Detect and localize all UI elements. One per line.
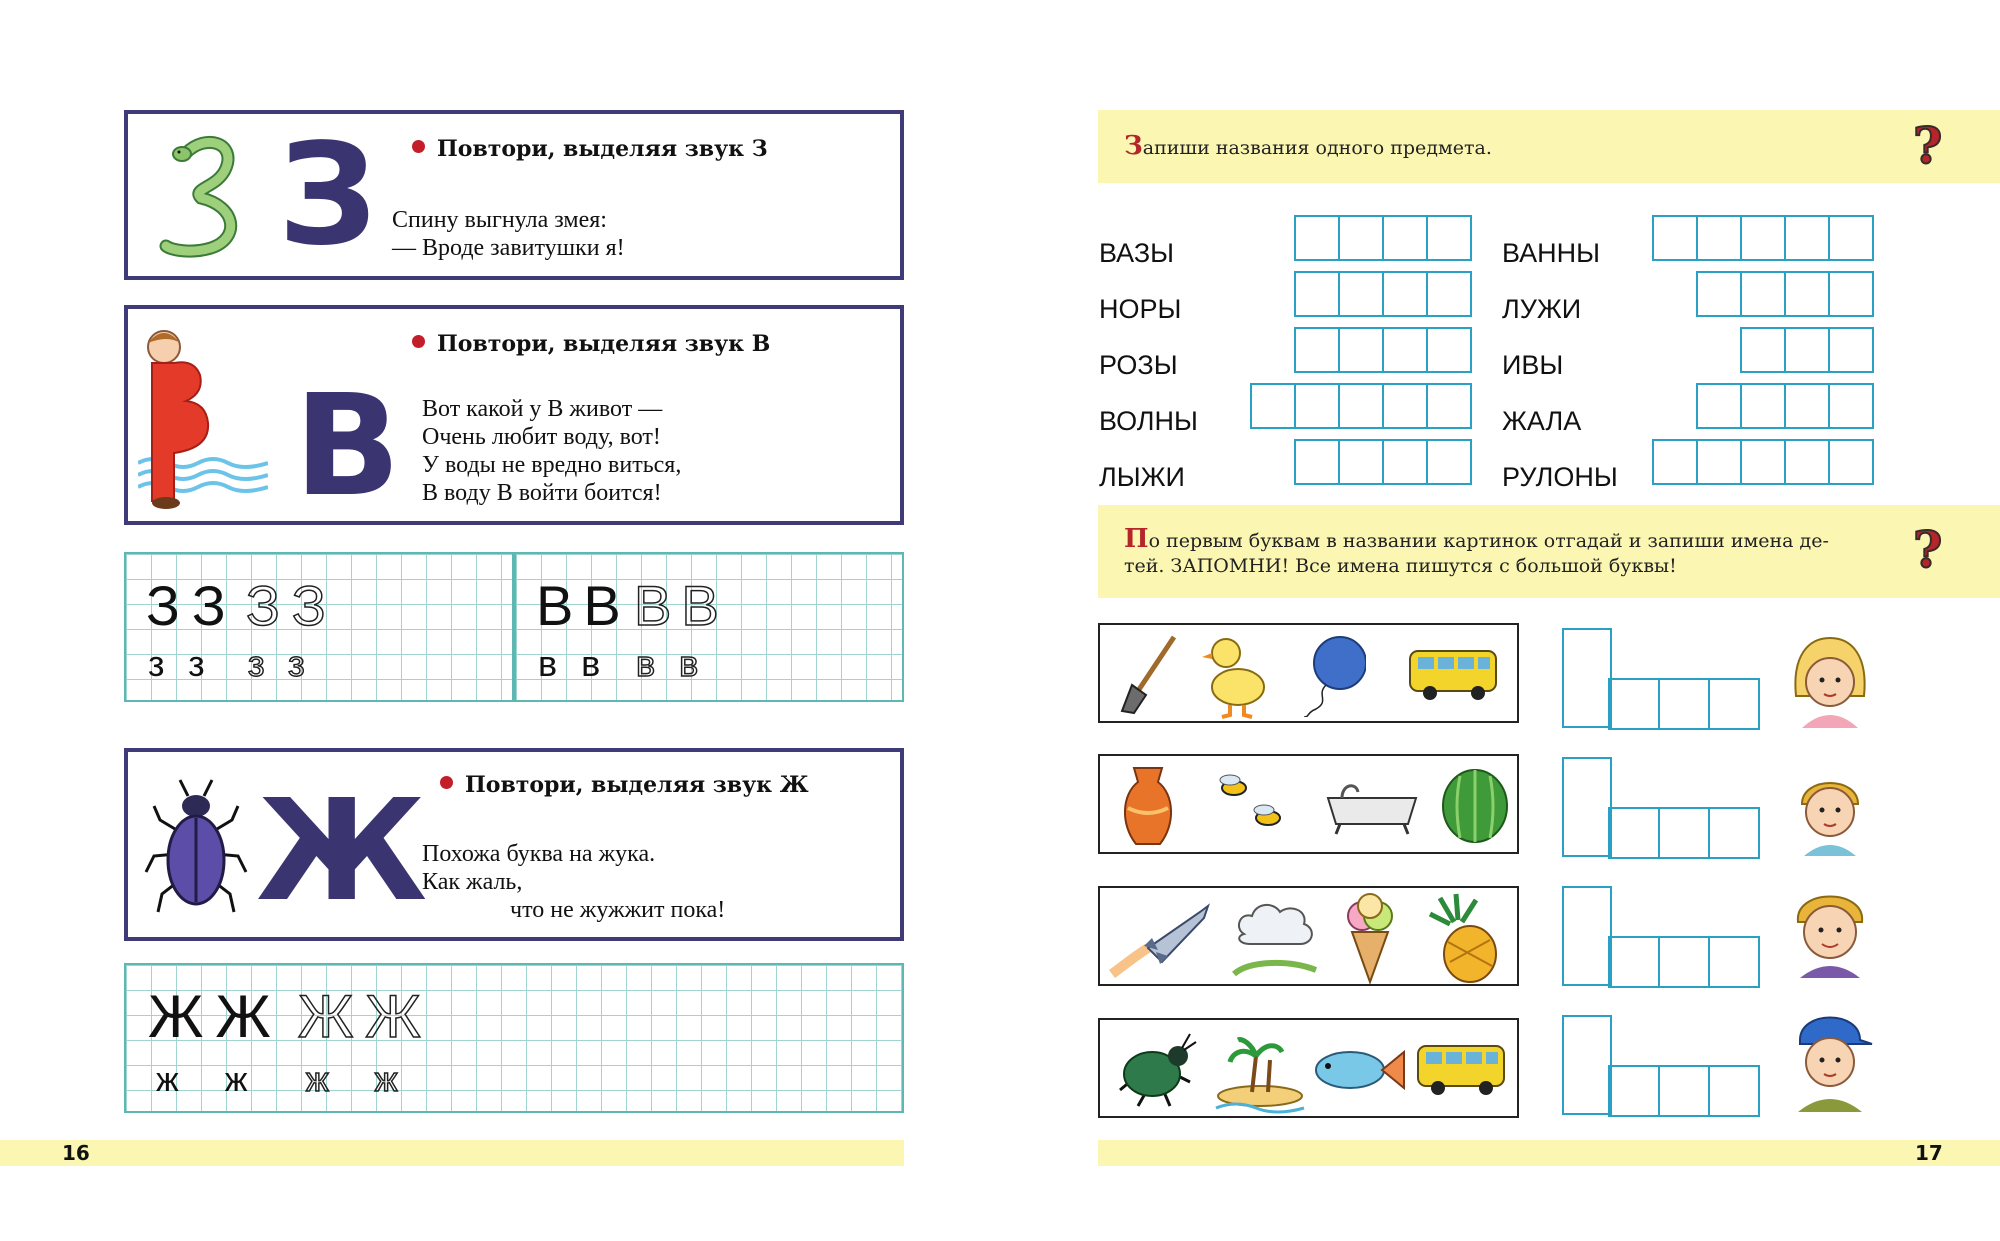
heading-text: Повтори, выделяя звук Ж bbox=[465, 772, 809, 798]
answer-boxes[interactable] bbox=[1296, 439, 1472, 483]
answer-boxes[interactable] bbox=[1296, 215, 1472, 259]
question-icon: ? bbox=[1913, 520, 1943, 579]
bus-icon bbox=[1414, 1040, 1508, 1100]
name-answer-boxes[interactable] bbox=[1610, 807, 1760, 857]
answer-boxes[interactable] bbox=[1698, 271, 1874, 315]
handwriting-grid-v[interactable] bbox=[514, 552, 904, 702]
handwriting-grid-zh[interactable] bbox=[124, 963, 904, 1113]
picture-row bbox=[1098, 1018, 1519, 1118]
poem-line: Вот какой у В живот — bbox=[422, 396, 663, 422]
trace-row-dashed: зз bbox=[248, 643, 329, 684]
trace-row: вв bbox=[538, 643, 625, 684]
instruction-drop-cap: З bbox=[1124, 131, 1143, 161]
instruction-text: о первым буквам в названии картинок отгадай и запиши имена де- bbox=[1148, 530, 1829, 552]
cloud-icon bbox=[1230, 894, 1320, 980]
word-label: ВАЗЫ bbox=[1099, 238, 1175, 268]
trace-row-dashed: ЗЗ bbox=[246, 574, 338, 637]
girl-avatar bbox=[1788, 636, 1872, 728]
poem bbox=[422, 840, 725, 924]
name-answer-first-letter[interactable] bbox=[1562, 757, 1612, 857]
page-number: 17 bbox=[1915, 1141, 1943, 1165]
answer-boxes[interactable] bbox=[1654, 215, 1874, 259]
trace-row-dashed: ЖЖ bbox=[298, 983, 433, 1050]
section-heading bbox=[440, 772, 809, 798]
answer-boxes[interactable] bbox=[1252, 383, 1472, 427]
answer-boxes[interactable] bbox=[1698, 383, 1874, 427]
answer-boxes[interactable] bbox=[1742, 327, 1874, 371]
word-label: РОЗЫ bbox=[1099, 350, 1178, 380]
shovel-icon bbox=[1114, 633, 1184, 717]
instruction-line: тей. ЗАПОМНИ! Все имена пишутся с большой буквы! bbox=[1124, 555, 1677, 577]
answer-boxes[interactable] bbox=[1654, 439, 1874, 483]
watermelon-icon bbox=[1440, 766, 1510, 846]
name-answer-boxes[interactable] bbox=[1610, 936, 1760, 986]
picture-row bbox=[1098, 886, 1519, 986]
heading-text: Повтори, выделяя звук В bbox=[437, 331, 771, 357]
poem-line: В воду В войти боится! bbox=[422, 480, 662, 506]
wasps-icon bbox=[1210, 764, 1294, 844]
trace-row-dashed: жж bbox=[306, 1061, 444, 1099]
bug-icon bbox=[1112, 1030, 1198, 1110]
bullet-icon bbox=[412, 140, 425, 153]
instruction-drop-cap: П bbox=[1124, 524, 1149, 554]
instruction-text: апиши названия одного предмета. bbox=[1142, 137, 1492, 159]
section-heading bbox=[412, 331, 770, 357]
poem-line: что не жужжит пока! bbox=[510, 897, 726, 923]
task-instruction bbox=[1124, 524, 1829, 579]
rocket-icon bbox=[1108, 898, 1218, 978]
poem-line: Как жаль, bbox=[422, 869, 523, 895]
word-label: ЛЫЖИ bbox=[1099, 462, 1185, 492]
trace-row-dashed: вв bbox=[636, 643, 723, 684]
word-label: ЛУЖИ bbox=[1502, 294, 1582, 324]
task-instruction bbox=[1124, 131, 1492, 161]
picture-row bbox=[1098, 623, 1519, 723]
heading-text: Повтори, выделяя звук З bbox=[437, 136, 768, 162]
bullet-icon bbox=[412, 335, 425, 348]
trace-row: зз bbox=[148, 643, 229, 684]
footer-band bbox=[1098, 1140, 2000, 1166]
answer-boxes[interactable] bbox=[1296, 327, 1472, 371]
balloon-icon bbox=[1296, 633, 1366, 717]
name-answer-first-letter[interactable] bbox=[1562, 628, 1612, 728]
trace-row: ВВ bbox=[536, 574, 631, 637]
island-icon bbox=[1212, 1026, 1308, 1114]
big-letter-z: З bbox=[278, 114, 378, 277]
bullet-icon bbox=[440, 776, 453, 789]
handwriting-grid-z[interactable] bbox=[124, 552, 514, 702]
card-letter-zh bbox=[124, 748, 904, 941]
pineapple-icon bbox=[1420, 892, 1506, 984]
poem-line: Похожа буква на жука. bbox=[422, 841, 656, 867]
word-label: НОРЫ bbox=[1099, 294, 1182, 324]
word-label: ЖАЛА bbox=[1502, 406, 1582, 436]
word-label: ИВЫ bbox=[1502, 350, 1564, 380]
picture-row bbox=[1098, 754, 1519, 854]
card-letter-z bbox=[124, 110, 904, 280]
trace-row-dashed: ВВ bbox=[634, 574, 729, 637]
section-heading bbox=[412, 136, 768, 162]
trace-row: ЖЖ bbox=[148, 983, 283, 1050]
word-label: РУЛОНЫ bbox=[1502, 462, 1618, 492]
duck-icon bbox=[1200, 631, 1270, 719]
name-answer-first-letter[interactable] bbox=[1562, 1015, 1612, 1115]
poem bbox=[422, 395, 681, 507]
boy-cap-avatar bbox=[1786, 1004, 1876, 1112]
answer-boxes[interactable] bbox=[1296, 271, 1472, 315]
poem-line: У воды не вредно виться, bbox=[422, 452, 682, 478]
word-label: ВОЛНЫ bbox=[1099, 406, 1198, 436]
page-number: 16 bbox=[62, 1141, 90, 1165]
boy-avatar bbox=[1788, 878, 1872, 978]
name-answer-boxes[interactable] bbox=[1610, 678, 1760, 728]
word-label: ВАННЫ bbox=[1502, 238, 1601, 268]
fish-icon bbox=[1308, 1038, 1406, 1102]
bathtub-icon bbox=[1322, 774, 1422, 838]
beetle-icon bbox=[140, 776, 252, 916]
poem-line: — Вроде завитушки я! bbox=[392, 235, 625, 261]
poem-line: Очень любит воду, вот! bbox=[422, 424, 661, 450]
question-icon: ? bbox=[1913, 116, 1943, 175]
boy-icon bbox=[138, 323, 268, 513]
trace-row: ЗЗ bbox=[146, 574, 238, 637]
poem bbox=[392, 206, 625, 262]
boy-avatar bbox=[1790, 766, 1870, 856]
poem-line: Спину выгнула змея: bbox=[392, 207, 607, 233]
big-letter-zh: Ж bbox=[256, 770, 428, 933]
big-letter-v: В bbox=[294, 365, 401, 528]
snake-icon bbox=[156, 128, 256, 268]
vase-icon bbox=[1118, 764, 1178, 848]
name-answer-boxes[interactable] bbox=[1610, 1065, 1760, 1115]
trace-row: жж bbox=[156, 1061, 294, 1099]
instruction-line bbox=[1124, 524, 1829, 554]
ice-cream-icon bbox=[1340, 892, 1400, 984]
name-answer-first-letter[interactable] bbox=[1562, 886, 1612, 986]
bus-icon bbox=[1406, 645, 1500, 705]
card-letter-v bbox=[124, 305, 904, 528]
footer-band bbox=[0, 1140, 904, 1166]
